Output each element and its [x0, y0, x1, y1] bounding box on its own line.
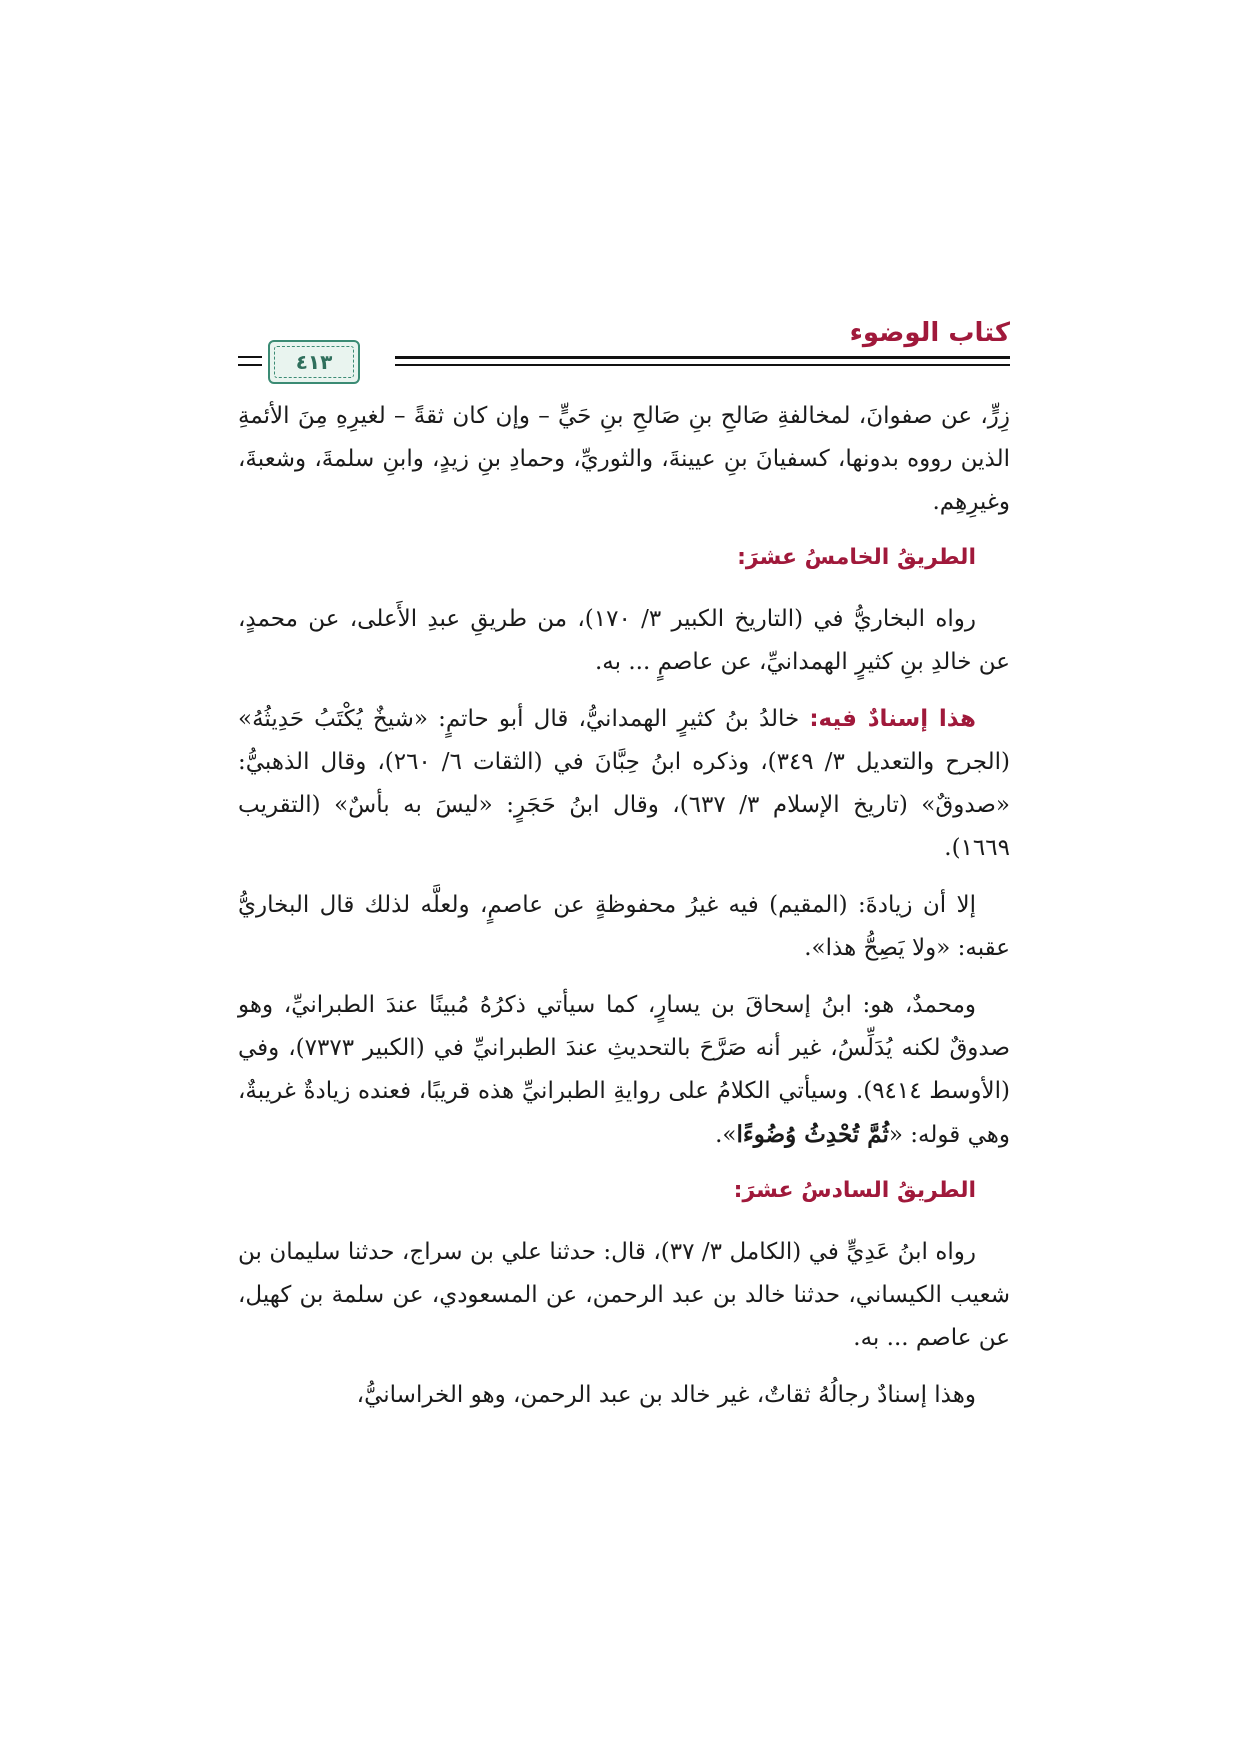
page-number: ٤١٣: [295, 350, 333, 374]
paragraph-text-end: ».: [715, 1122, 737, 1148]
header-rule-left-bottom: [238, 364, 262, 366]
paragraph-text: ومحمدٌ، هو: ابنُ إسحاقَ بن يسارٍ، كما سيأتي ذكرُهُ مُبينًا عندَ الطبرانيِّ، وهو صدوقٌ لكنه يُدَلِّسُ، غير أنه صَرَّحَ بالتحديثِ عندَ الطبرانيِّ في (الكبير ٧٣٧٣)، وفي (الأوسط ٩٤١٤). وسيأتي الكلامُ على روايةِ الطبرانيِّ هذه قريبًا، فعنده زيادةٌ غريبةٌ، وهي قوله: «: [238, 992, 1010, 1148]
section-heading: الطريقُ السادسُ عشرَ:: [733, 1178, 976, 1203]
paragraph: [238, 698, 1010, 870]
paragraph: [238, 984, 1010, 1157]
page-number-badge: [268, 340, 360, 384]
section-heading: الطريقُ الخامسُ عشرَ:: [737, 545, 976, 570]
book-title: كتاب الوضوء: [849, 318, 1010, 348]
page-content: [238, 395, 1010, 1431]
paragraph: زِرٍّ، عن صفوانَ، لمخالفةِ صَالحِ بنِ صَالحِ بنِ حَيٍّ – وإن كان ثقةً – لغيرِهِ مِنَ الأئمةِ الذين رووه بدونها، كسفيانَ بنِ عيينةَ، والثوريِّ، وحمادِ بنِ زيدٍ، وابنِ سلمةَ، وشعبةَ، وغيرِهِم.: [238, 403, 1010, 515]
paragraph: وهذا إسنادٌ رجالُهُ ثقاتٌ، غير خالد بن عبد الرحمن، وهو الخراسانيُّ،: [356, 1382, 976, 1408]
paragraph: إلا أن زيادةَ: (المقيم) فيه غيرُ محفوظةٍ عن عاصمٍ، ولعلَّه لذلك قال البخاريُّ عقبه: «ولا يَصِحُّ هذا».: [238, 892, 1010, 961]
header-rule-top: [395, 356, 1010, 359]
header-rule-left-top: [238, 356, 262, 358]
paragraph-text: خالدُ بنُ كثيرٍ الهمدانيُّ، قال أبو حاتمٍ: «شيخٌ يُكْتَبُ حَدِيثُهُ» (الجرح والتعديل ٣/ ٣٤٩)، وذكره ابنُ حِبَّانَ في (الثقات ٦/ ٢٦٠)، وقال الذهبيُّ: «صدوقٌ» (تاريخ الإسلام ٣/ ٦٣٧)، وقال ابنُ حَجَرٍ: «ليسَ به بأسٌ» (التقريب ١٦٦٩).: [238, 706, 1011, 861]
paragraph: رواه ابنُ عَدِيٍّ في (الكامل ٣/ ٣٧)، قال: حدثنا علي بن سراج، حدثنا سليمان بن شعيب الكيساني، حدثنا خالد بن عبد الرحمن، عن المسعودي، عن سلمة بن كهيل، عن عاصم ... به.: [238, 1239, 1010, 1351]
header-rule-bottom: [395, 364, 1010, 366]
page-header: [238, 318, 1010, 378]
isnad-label: هذا إسنادٌ فيه:: [809, 706, 976, 732]
paragraph: رواه البخاريُّ في (التاريخ الكبير ٣/ ١٧٠)، من طريقِ عبدِ الأَعلى، عن محمدٍ، عن خالدِ بنِ كثيرٍ الهمدانيِّ، عن عاصمٍ ... به.: [238, 606, 1010, 675]
quoted-phrase: ثُمَّ تُحْدِثُ وُضُوءًا: [736, 1121, 889, 1148]
